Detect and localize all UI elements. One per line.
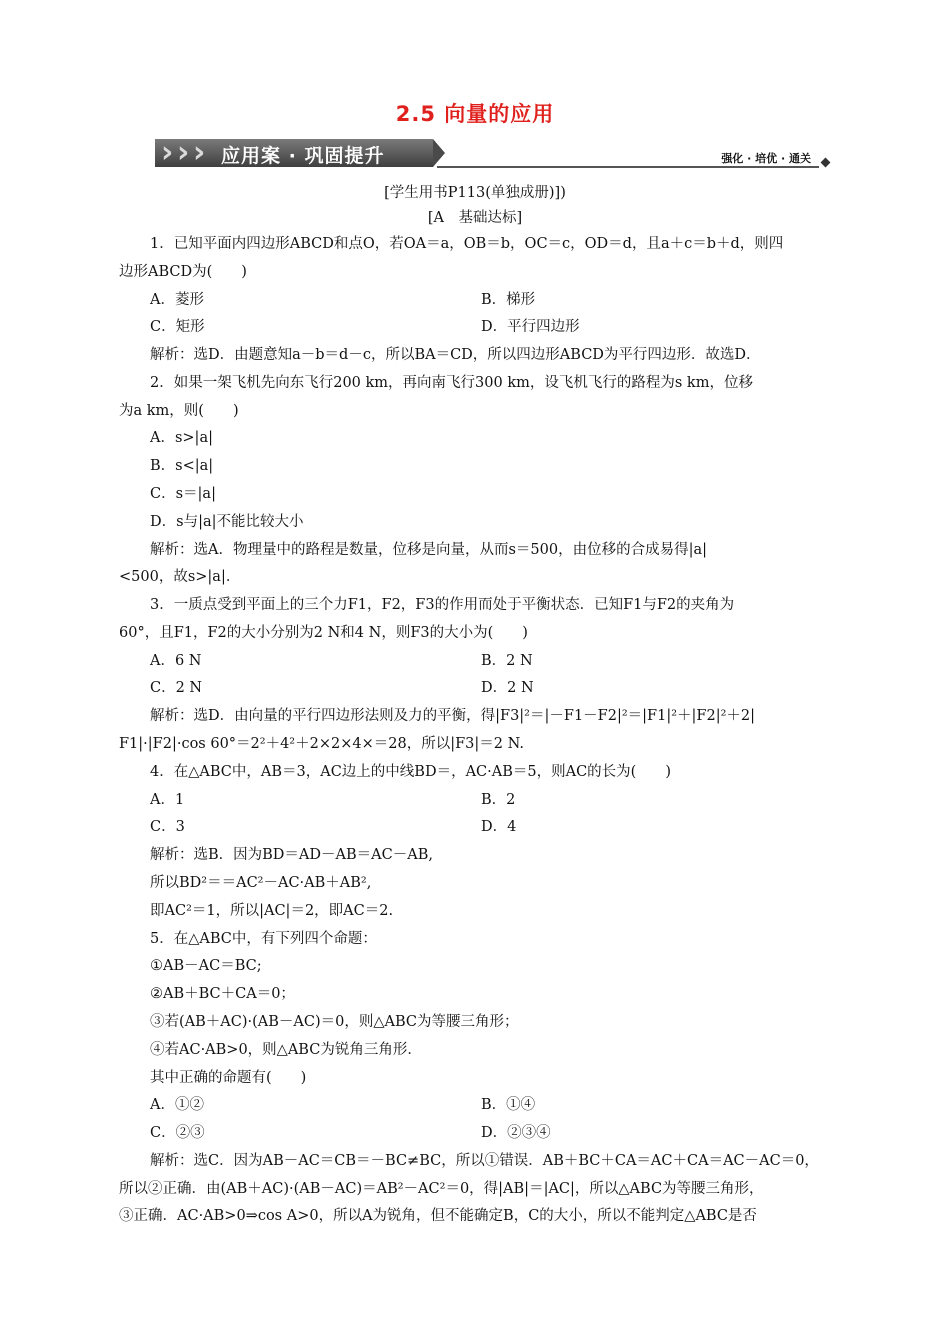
section-banner bbox=[155, 137, 835, 171]
solution-line: 解析：选D．由向量的平行四边形法则及力的平衡，得|F3|²＝|－F1－F2|²＝|F1|²＋|F2|²＋2| bbox=[150, 708, 755, 724]
solution-line: 解析：选B．因为BD＝AD－AB＝AC－AB, bbox=[150, 847, 433, 863]
option-c: C．2 N bbox=[150, 680, 203, 696]
chevron-right-icon: › bbox=[161, 135, 174, 170]
solution-line: 解析：选D．由题意知a－b＝d－c，所以BA＝CD，所以四边形ABCD为平行四边形．故选D． bbox=[150, 347, 761, 363]
page-title: 2.5 向量的应用 bbox=[395, 102, 555, 126]
question-line: 边形ABCD为( ) bbox=[119, 264, 247, 280]
question-line: 4．在△ABC中，AB＝3，AC边上的中线BD＝，AC·AB＝5，则AC的长为( ) bbox=[150, 764, 671, 780]
question-line: 5．在△ABC中，有下列四个命题： bbox=[150, 931, 377, 947]
solution-line: 解析：选C．因为AB－AC＝CB＝－BC≠BC，所以①错误．AB＋BC＋CA＝AC＋CA＝AC－AC＝0， bbox=[150, 1153, 819, 1169]
section-heading: [A 基础达标] bbox=[427, 210, 523, 226]
question-line: 其中正确的命题有( ) bbox=[150, 1070, 307, 1086]
option-c: C．s＝|a| bbox=[150, 486, 216, 502]
question-line: 60°，且F1，F2的大小分别为2 N和4 N，则F3的大小为( ) bbox=[119, 625, 528, 641]
book-reference: [学生用书P113(单独成册)]) bbox=[384, 185, 566, 201]
question-line: 1．已知平面内四边形ABCD和点O，若OA＝a，OB＝b，OC＝c，OD＝d，且a＋c＝b＋d，则四 bbox=[150, 236, 784, 252]
diamond-icon bbox=[821, 158, 831, 168]
option-c: C．矩形 bbox=[150, 319, 205, 335]
option-d: D．2 N bbox=[481, 680, 534, 696]
option-a: A．菱形 bbox=[150, 292, 204, 308]
question-line: 2．如果一架飞机先向东飞行200 km，再向南飞行300 km，设飞机飞行的路程为s km，位移 bbox=[150, 375, 753, 391]
solution-line: 即AC²＝1，所以|AC|＝2，即AC＝2. bbox=[150, 903, 394, 919]
solution-line: 所以②正确．由(AB＋AC)·(AB－AC)＝AB²－AC²＝0，得|AB|＝|AC|，所以△ABC为等腰三角形， bbox=[119, 1181, 764, 1197]
option-b: B．梯形 bbox=[481, 292, 536, 308]
proposition-line: ③若(AB＋AC)·(AB－AC)＝0，则△ABC为等腰三角形； bbox=[150, 1014, 519, 1030]
solution-line: ③正确．AC·AB>0⇒cos A>0，所以A为锐角，但不能确定B，C的大小，所以不能判定△ABC是否 bbox=[119, 1208, 757, 1224]
option-b: B．①④ bbox=[481, 1097, 536, 1113]
option-d: D．平行四边形 bbox=[481, 319, 580, 335]
chevron-right-icon: › bbox=[193, 135, 206, 170]
proposition-line: ②AB＋BC＋CA＝0； bbox=[150, 986, 295, 1002]
option-a: A．s>|a| bbox=[150, 430, 213, 446]
option-b: B．s<|a| bbox=[150, 458, 214, 474]
question-line: 3．一质点受到平面上的三个力F1，F2，F3的作用而处于平衡状态．已知F1与F2的夹角为 bbox=[150, 597, 735, 613]
option-b: B．2 N bbox=[481, 653, 533, 669]
proposition-line: ①AB－AC＝BC; bbox=[150, 958, 262, 974]
solution-line: 解析：选A．物理量中的路程是数量，位移是向量，从而s＝500，由位移的合成易得|a| bbox=[150, 542, 708, 558]
banner-label: 应用案 · 巩固提升 bbox=[221, 145, 385, 167]
banner-rule bbox=[437, 166, 819, 168]
solution-line: F1|·|F2|·cos 60°＝2²＋4²＋2×2×4×＝28，所以|F3|＝2 N. bbox=[119, 736, 524, 752]
banner-tail bbox=[433, 139, 445, 167]
option-b: B．2 bbox=[481, 792, 516, 808]
solution-line: 所以BD²＝＝AC²－AC·AB＋AB², bbox=[150, 875, 372, 891]
option-d: D．s与|a|不能比较大小 bbox=[150, 514, 304, 530]
option-d: D．4 bbox=[481, 819, 517, 835]
option-d: D．②③④ bbox=[481, 1125, 551, 1141]
chevron-right-icon: › bbox=[177, 135, 190, 170]
option-a: A．6 N bbox=[150, 653, 202, 669]
question-line: 为a km，则( ) bbox=[119, 403, 239, 419]
banner-tag: 强化 · 培优 · 通关 bbox=[721, 152, 811, 165]
option-a: A．①② bbox=[150, 1097, 204, 1113]
solution-line: <500，故s>|a|． bbox=[119, 569, 241, 585]
option-c: C．3 bbox=[150, 819, 185, 835]
option-c: C．②③ bbox=[150, 1125, 205, 1141]
option-a: A．1 bbox=[150, 792, 185, 808]
proposition-line: ④若AC·AB>0，则△ABC为锐角三角形． bbox=[150, 1042, 422, 1058]
